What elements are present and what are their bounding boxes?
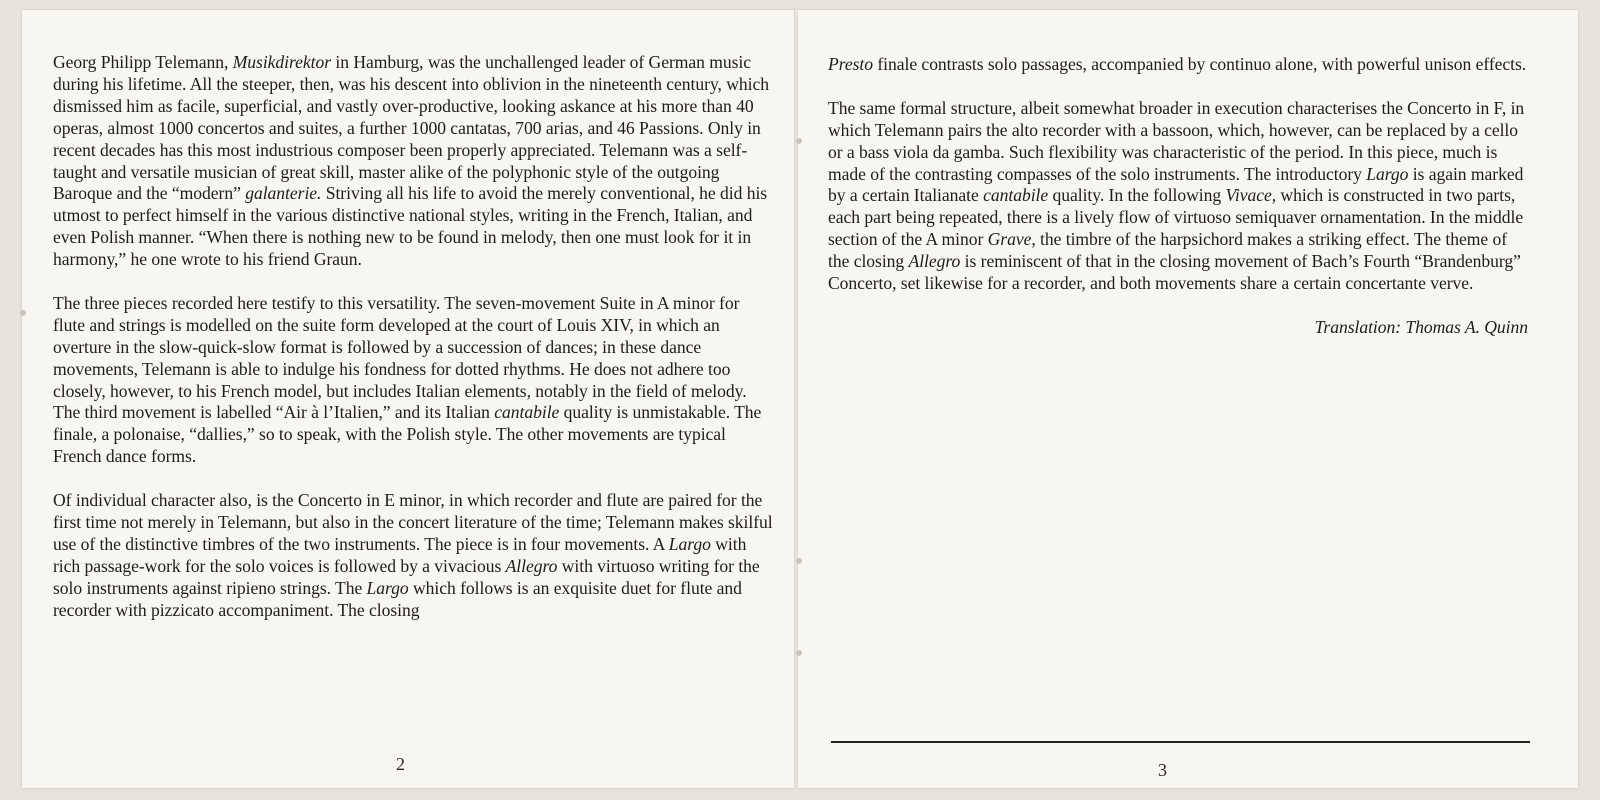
left-paragraph-2: The three pieces recorded here testify to this versatility. The seven-movement Suite in A minor for flute and strings is modelled on the suite form developed at the court of Louis XIV, in which an overture in the slow-quick-slow format is followed by a succession of dances; in these dance movements, Telemann is able to indulge his fondness for dotted rhythms. He does not adhere too closely, however, to his French model, but includes Italian elements, notably in the field of melody. The third movement is labelled “Air à l’Italien,” and its Italian cantabile quality is unmistakable. The finale, a polonaise, “dallies,” so to speak, with the Polish style. The other movements are typical French dance forms.	[53, 292, 762, 467]
right-paragraph-2: The same formal structure, albeit somewhat broader in execution characterises the Concerto in F, in which Telemann pairs the alto recorder with a bassoon, which, however, can be replaced by a cello or a bass viola da gamba. Such flexibility was characteristic of the period. In this piece, much is made of the contrasting compasses of the solo instruments. The introductory Largo is again marked by a certain Italianate cantabile quality. In the following Vivace, which is constructed in two parts, each part being repeated, there is a lively flow of virtuoso semiquaver ornamentation. In the middle section of the A minor Grave, the timbre of the harpsichord makes a striking effect. The theme of the closing Allegro is reminiscent of that in the closing movement of Bach’s Fourth “Brandenburg” Concerto, set likewise for a recorder, and both movements share a certain concertante verve.	[828, 97, 1525, 294]
right-page-body	[828, 54, 1528, 361]
right-page	[798, 10, 1578, 788]
left-paragraph-1: Georg Philipp Telemann, Musikdirektor in Hamburg, was the unchallenged leader of German music during his lifetime. All the steeper, then, was his descent into oblivion in the nineteenth century, which dismissed him as facile, superficial, and vastly over-productive, looking askance at his more than 40 operas, almost 1000 concertos and suites, a further 1000 cantatas, 700 arias, and 46 Passions. Only in recent decades has this most industrious composer been properly appreciated. Telemann was a self-taught and versatile musician of great skill, master alike of the polyphonic style of the outgoing Baroque and the “modern” galanterie. Striving all his life to avoid the merely conventional, he did his utmost to perfect himself in the various distinctive national styles, writing in the French, Italian, and even Polish manner. “When there is nothing new to be found in melody, then one must look for it in harmony,” he one wrote to his friend Graun.	[53, 52, 769, 270]
footer-rule	[831, 741, 1530, 743]
left-page	[22, 10, 796, 788]
left-paragraph-3: Of individual character also, is the Concerto in E minor, in which recorder and flute are paired for the first time not merely in Telemann, but also in the concert literature of the time; Telemann makes skilful use of the distinctive timbres of the two instruments. The piece is in four movements. A Largo with rich passage-work for the solo voices is followed by a vivacious Allegro with virtuoso writing for the solo instruments against ripieno strings. The Largo which follows is an exquisite duet for flute and recorder with pizzicato accompaniment. The closing	[53, 490, 773, 620]
page-edge-mark	[796, 138, 802, 144]
left-page-number: 2	[396, 754, 405, 774]
page-edge-mark	[20, 310, 26, 316]
page-edge-mark	[796, 650, 802, 656]
page-edge-mark	[796, 558, 802, 564]
right-paragraph-1: Presto finale contrasts solo passages, accompanied by continuo alone, with powerful unison effects.	[828, 54, 1527, 74]
translation-credit: Translation: Thomas A. Quinn	[1314, 316, 1528, 337]
left-page-body	[53, 52, 775, 643]
right-page-number: 3	[1158, 760, 1167, 780]
